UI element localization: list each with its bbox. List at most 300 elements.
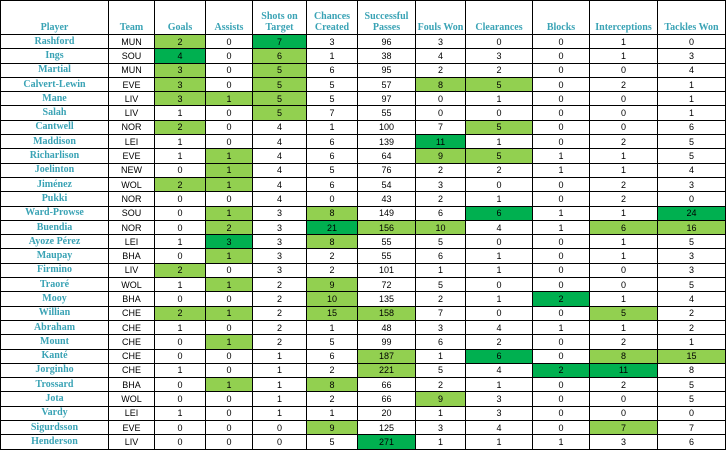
tackles-won-cell[interactable]: 1 xyxy=(658,77,726,91)
fouls-won-cell[interactable]: 4 xyxy=(416,49,466,63)
assists-cell[interactable]: 1 xyxy=(206,278,253,292)
interceptions-cell[interactable]: 2 xyxy=(590,192,658,206)
shots-on-target-cell[interactable]: 4 xyxy=(253,149,307,163)
blocks-cell[interactable]: 0 xyxy=(533,378,590,392)
interceptions-cell[interactable]: 0 xyxy=(590,92,658,106)
successful-passes-cell[interactable]: 97 xyxy=(358,92,416,106)
clearances-cell[interactable]: 5 xyxy=(466,77,533,91)
team-cell[interactable]: CHE xyxy=(109,363,155,377)
blocks-cell[interactable]: 0 xyxy=(533,421,590,435)
blocks-cell[interactable]: 1 xyxy=(533,206,590,220)
assists-cell[interactable]: 0 xyxy=(206,49,253,63)
tackles-won-cell[interactable]: 3 xyxy=(658,249,726,263)
clearances-cell[interactable]: 2 xyxy=(466,63,533,77)
team-cell[interactable]: CHE xyxy=(109,320,155,334)
chances-created-cell[interactable]: 10 xyxy=(307,292,358,306)
team-cell[interactable]: NEW xyxy=(109,163,155,177)
clearances-cell[interactable]: 4 xyxy=(466,320,533,334)
fouls-won-cell[interactable]: 5 xyxy=(416,278,466,292)
fouls-won-cell[interactable]: 8 xyxy=(416,77,466,91)
interceptions-cell[interactable]: 0 xyxy=(590,120,658,134)
team-cell[interactable]: SOU xyxy=(109,206,155,220)
assists-cell[interactable]: 0 xyxy=(206,120,253,134)
blocks-cell[interactable]: 1 xyxy=(533,220,590,234)
successful-passes-cell[interactable]: 20 xyxy=(358,406,416,420)
interceptions-cell[interactable]: 6 xyxy=(590,220,658,234)
assists-cell[interactable]: 2 xyxy=(206,220,253,234)
successful-passes-cell[interactable]: 221 xyxy=(358,363,416,377)
assists-cell[interactable]: 0 xyxy=(206,63,253,77)
clearances-cell[interactable]: 0 xyxy=(466,177,533,191)
blocks-cell[interactable]: 0 xyxy=(533,406,590,420)
clearances-cell[interactable]: 5 xyxy=(466,120,533,134)
assists-cell[interactable]: 0 xyxy=(206,406,253,420)
assists-cell[interactable]: 0 xyxy=(206,363,253,377)
player-name-cell[interactable]: Jota xyxy=(1,392,109,406)
shots-on-target-cell[interactable]: 7 xyxy=(253,35,307,49)
fouls-won-cell[interactable]: 3 xyxy=(416,177,466,191)
successful-passes-cell[interactable]: 43 xyxy=(358,192,416,206)
chances-created-cell[interactable]: 6 xyxy=(307,135,358,149)
interceptions-cell[interactable]: 2 xyxy=(590,135,658,149)
clearances-cell[interactable]: 5 xyxy=(466,149,533,163)
team-cell[interactable]: LEI xyxy=(109,235,155,249)
assists-cell[interactable]: 1 xyxy=(206,249,253,263)
clearances-cell[interactable]: 4 xyxy=(466,363,533,377)
player-name-cell[interactable]: Abraham xyxy=(1,320,109,334)
chances-created-cell[interactable]: 21 xyxy=(307,220,358,234)
chances-created-cell[interactable]: 7 xyxy=(307,106,358,120)
assists-cell[interactable]: 3 xyxy=(206,235,253,249)
blocks-cell[interactable]: 0 xyxy=(533,135,590,149)
goals-cell[interactable]: 0 xyxy=(155,220,206,234)
player-name-cell[interactable]: Martial xyxy=(1,63,109,77)
team-cell[interactable]: SOU xyxy=(109,49,155,63)
tackles-won-cell[interactable]: 0 xyxy=(658,35,726,49)
team-cell[interactable]: EVE xyxy=(109,421,155,435)
player-name-cell[interactable]: Calvert-Lewin xyxy=(1,77,109,91)
header-fouls-won[interactable]: Fouls Won xyxy=(416,1,466,35)
blocks-cell[interactable]: 2 xyxy=(533,363,590,377)
successful-passes-cell[interactable]: 96 xyxy=(358,35,416,49)
interceptions-cell[interactable]: 7 xyxy=(590,421,658,435)
assists-cell[interactable]: 0 xyxy=(206,106,253,120)
chances-created-cell[interactable]: 6 xyxy=(307,149,358,163)
interceptions-cell[interactable]: 1 xyxy=(590,320,658,334)
blocks-cell[interactable]: 0 xyxy=(533,35,590,49)
shots-on-target-cell[interactable]: 4 xyxy=(253,135,307,149)
goals-cell[interactable]: 2 xyxy=(155,120,206,134)
successful-passes-cell[interactable]: 101 xyxy=(358,263,416,277)
interceptions-cell[interactable]: 1 xyxy=(590,49,658,63)
blocks-cell[interactable]: 0 xyxy=(533,335,590,349)
shots-on-target-cell[interactable]: 3 xyxy=(253,206,307,220)
successful-passes-cell[interactable]: 66 xyxy=(358,378,416,392)
chances-created-cell[interactable]: 2 xyxy=(307,363,358,377)
chances-created-cell[interactable]: 9 xyxy=(307,421,358,435)
clearances-cell[interactable]: 1 xyxy=(466,249,533,263)
team-cell[interactable]: LIV xyxy=(109,92,155,106)
player-name-cell[interactable]: Cantwell xyxy=(1,120,109,134)
shots-on-target-cell[interactable]: 5 xyxy=(253,92,307,106)
fouls-won-cell[interactable]: 2 xyxy=(416,292,466,306)
clearances-cell[interactable]: 0 xyxy=(466,306,533,320)
fouls-won-cell[interactable]: 6 xyxy=(416,206,466,220)
blocks-cell[interactable]: 0 xyxy=(533,278,590,292)
tackles-won-cell[interactable]: 2 xyxy=(658,306,726,320)
fouls-won-cell[interactable]: 2 xyxy=(416,63,466,77)
interceptions-cell[interactable]: 5 xyxy=(590,306,658,320)
header-goals[interactable]: Goals xyxy=(155,1,206,35)
fouls-won-cell[interactable]: 1 xyxy=(416,406,466,420)
player-name-cell[interactable]: Ayoze Pérez xyxy=(1,235,109,249)
chances-created-cell[interactable]: 3 xyxy=(307,35,358,49)
blocks-cell[interactable]: 0 xyxy=(533,92,590,106)
interceptions-cell[interactable]: 1 xyxy=(590,149,658,163)
tackles-won-cell[interactable]: 8 xyxy=(658,363,726,377)
goals-cell[interactable]: 0 xyxy=(155,206,206,220)
clearances-cell[interactable]: 0 xyxy=(466,35,533,49)
chances-created-cell[interactable]: 1 xyxy=(307,120,358,134)
shots-on-target-cell[interactable]: 2 xyxy=(253,278,307,292)
interceptions-cell[interactable]: 0 xyxy=(590,106,658,120)
successful-passes-cell[interactable]: 187 xyxy=(358,349,416,363)
goals-cell[interactable]: 0 xyxy=(155,292,206,306)
blocks-cell[interactable]: 0 xyxy=(533,177,590,191)
assists-cell[interactable]: 1 xyxy=(206,177,253,191)
clearances-cell[interactable]: 4 xyxy=(466,421,533,435)
player-name-cell[interactable]: Trossard xyxy=(1,378,109,392)
interceptions-cell[interactable]: 8 xyxy=(590,349,658,363)
goals-cell[interactable]: 0 xyxy=(155,163,206,177)
successful-passes-cell[interactable]: 139 xyxy=(358,135,416,149)
interceptions-cell[interactable]: 2 xyxy=(590,378,658,392)
tackles-won-cell[interactable]: 15 xyxy=(658,349,726,363)
player-name-cell[interactable]: Willian xyxy=(1,306,109,320)
tackles-won-cell[interactable]: 0 xyxy=(658,192,726,206)
shots-on-target-cell[interactable]: 5 xyxy=(253,106,307,120)
team-cell[interactable]: NOR xyxy=(109,220,155,234)
fouls-won-cell[interactable]: 0 xyxy=(416,106,466,120)
goals-cell[interactable]: 2 xyxy=(155,35,206,49)
header-shots-on-target[interactable]: Shots on Target xyxy=(253,1,307,35)
interceptions-cell[interactable]: 2 xyxy=(590,177,658,191)
tackles-won-cell[interactable]: 5 xyxy=(658,135,726,149)
shots-on-target-cell[interactable]: 2 xyxy=(253,292,307,306)
successful-passes-cell[interactable]: 149 xyxy=(358,206,416,220)
chances-created-cell[interactable]: 5 xyxy=(307,77,358,91)
tackles-won-cell[interactable]: 3 xyxy=(658,177,726,191)
player-name-cell[interactable]: Jiménez xyxy=(1,177,109,191)
successful-passes-cell[interactable]: 158 xyxy=(358,306,416,320)
fouls-won-cell[interactable]: 2 xyxy=(416,378,466,392)
clearances-cell[interactable]: 6 xyxy=(466,349,533,363)
fouls-won-cell[interactable]: 3 xyxy=(416,320,466,334)
chances-created-cell[interactable]: 1 xyxy=(307,406,358,420)
fouls-won-cell[interactable]: 11 xyxy=(416,135,466,149)
header-assists[interactable]: Assists xyxy=(206,1,253,35)
team-cell[interactable]: MUN xyxy=(109,35,155,49)
goals-cell[interactable]: 3 xyxy=(155,77,206,91)
goals-cell[interactable]: 4 xyxy=(155,49,206,63)
team-cell[interactable]: WOL xyxy=(109,392,155,406)
goals-cell[interactable]: 0 xyxy=(155,378,206,392)
team-cell[interactable]: WOL xyxy=(109,177,155,191)
blocks-cell[interactable]: 0 xyxy=(533,235,590,249)
interceptions-cell[interactable]: 0 xyxy=(590,406,658,420)
tackles-won-cell[interactable]: 3 xyxy=(658,49,726,63)
interceptions-cell[interactable]: 1 xyxy=(590,292,658,306)
successful-passes-cell[interactable]: 55 xyxy=(358,235,416,249)
blocks-cell[interactable]: 1 xyxy=(533,320,590,334)
header-tackles-won[interactable]: Tackles Won xyxy=(658,1,726,35)
player-name-cell[interactable]: Kanté xyxy=(1,349,109,363)
goals-cell[interactable]: 1 xyxy=(155,406,206,420)
header-chances-created[interactable]: Chances Created xyxy=(307,1,358,35)
goals-cell[interactable]: 1 xyxy=(155,106,206,120)
chances-created-cell[interactable]: 5 xyxy=(307,92,358,106)
clearances-cell[interactable]: 4 xyxy=(466,220,533,234)
assists-cell[interactable]: 1 xyxy=(206,149,253,163)
shots-on-target-cell[interactable]: 1 xyxy=(253,349,307,363)
shots-on-target-cell[interactable]: 3 xyxy=(253,263,307,277)
fouls-won-cell[interactable]: 10 xyxy=(416,220,466,234)
player-name-cell[interactable]: Maupay xyxy=(1,249,109,263)
clearances-cell[interactable]: 3 xyxy=(466,49,533,63)
fouls-won-cell[interactable]: 5 xyxy=(416,235,466,249)
fouls-won-cell[interactable]: 1 xyxy=(416,435,466,449)
player-name-cell[interactable]: Rashford xyxy=(1,35,109,49)
tackles-won-cell[interactable]: 24 xyxy=(658,206,726,220)
tackles-won-cell[interactable]: 0 xyxy=(658,406,726,420)
assists-cell[interactable]: 0 xyxy=(206,349,253,363)
clearances-cell[interactable]: 2 xyxy=(466,163,533,177)
team-cell[interactable]: EVE xyxy=(109,77,155,91)
chances-created-cell[interactable]: 2 xyxy=(307,263,358,277)
shots-on-target-cell[interactable]: 0 xyxy=(253,421,307,435)
player-name-cell[interactable]: Mount xyxy=(1,335,109,349)
assists-cell[interactable]: 0 xyxy=(206,135,253,149)
blocks-cell[interactable]: 0 xyxy=(533,120,590,134)
shots-on-target-cell[interactable]: 4 xyxy=(253,120,307,134)
goals-cell[interactable]: 1 xyxy=(155,363,206,377)
header-interceptions[interactable]: Interceptions xyxy=(590,1,658,35)
clearances-cell[interactable]: 3 xyxy=(466,392,533,406)
player-name-cell[interactable]: Sigurdsson xyxy=(1,421,109,435)
clearances-cell[interactable]: 0 xyxy=(466,235,533,249)
interceptions-cell[interactable]: 0 xyxy=(590,263,658,277)
fouls-won-cell[interactable]: 0 xyxy=(416,92,466,106)
interceptions-cell[interactable]: 2 xyxy=(590,335,658,349)
team-cell[interactable]: BHA xyxy=(109,378,155,392)
header-successful-passes[interactable]: Successful Passes xyxy=(358,1,416,35)
shots-on-target-cell[interactable]: 2 xyxy=(253,335,307,349)
chances-created-cell[interactable]: 0 xyxy=(307,192,358,206)
tackles-won-cell[interactable]: 1 xyxy=(658,335,726,349)
player-name-cell[interactable]: Maddison xyxy=(1,135,109,149)
tackles-won-cell[interactable]: 5 xyxy=(658,378,726,392)
shots-on-target-cell[interactable]: 4 xyxy=(253,163,307,177)
interceptions-cell[interactable]: 1 xyxy=(590,206,658,220)
team-cell[interactable]: CHE xyxy=(109,349,155,363)
tackles-won-cell[interactable]: 16 xyxy=(658,220,726,234)
fouls-won-cell[interactable]: 5 xyxy=(416,363,466,377)
successful-passes-cell[interactable]: 271 xyxy=(358,435,416,449)
player-name-cell[interactable]: Henderson xyxy=(1,435,109,449)
blocks-cell[interactable]: 0 xyxy=(533,106,590,120)
player-name-cell[interactable]: Traoré xyxy=(1,278,109,292)
interceptions-cell[interactable]: 1 xyxy=(590,35,658,49)
tackles-won-cell[interactable]: 4 xyxy=(658,63,726,77)
assists-cell[interactable]: 0 xyxy=(206,263,253,277)
assists-cell[interactable]: 1 xyxy=(206,92,253,106)
team-cell[interactable]: NOR xyxy=(109,192,155,206)
shots-on-target-cell[interactable]: 1 xyxy=(253,392,307,406)
chances-created-cell[interactable]: 6 xyxy=(307,177,358,191)
successful-passes-cell[interactable]: 48 xyxy=(358,320,416,334)
blocks-cell[interactable]: 0 xyxy=(533,306,590,320)
team-cell[interactable]: LIV xyxy=(109,106,155,120)
header-player[interactable]: Player xyxy=(1,1,109,35)
assists-cell[interactable]: 0 xyxy=(206,192,253,206)
assists-cell[interactable]: 1 xyxy=(206,335,253,349)
shots-on-target-cell[interactable]: 6 xyxy=(253,49,307,63)
successful-passes-cell[interactable]: 135 xyxy=(358,292,416,306)
goals-cell[interactable]: 1 xyxy=(155,320,206,334)
shots-on-target-cell[interactable]: 4 xyxy=(253,177,307,191)
chances-created-cell[interactable]: 6 xyxy=(307,349,358,363)
interceptions-cell[interactable]: 1 xyxy=(590,249,658,263)
interceptions-cell[interactable]: 3 xyxy=(590,435,658,449)
blocks-cell[interactable]: 1 xyxy=(533,149,590,163)
interceptions-cell[interactable]: 0 xyxy=(590,392,658,406)
goals-cell[interactable]: 1 xyxy=(155,278,206,292)
chances-created-cell[interactable]: 5 xyxy=(307,163,358,177)
chances-created-cell[interactable]: 1 xyxy=(307,320,358,334)
team-cell[interactable]: LIV xyxy=(109,435,155,449)
goals-cell[interactable]: 1 xyxy=(155,149,206,163)
tackles-won-cell[interactable]: 6 xyxy=(658,435,726,449)
successful-passes-cell[interactable]: 76 xyxy=(358,163,416,177)
interceptions-cell[interactable]: 11 xyxy=(590,363,658,377)
player-name-cell[interactable]: Joelinton xyxy=(1,163,109,177)
blocks-cell[interactable]: 1 xyxy=(533,163,590,177)
blocks-cell[interactable]: 1 xyxy=(533,435,590,449)
team-cell[interactable]: MUN xyxy=(109,63,155,77)
assists-cell[interactable]: 0 xyxy=(206,320,253,334)
blocks-cell[interactable]: 0 xyxy=(533,192,590,206)
successful-passes-cell[interactable]: 38 xyxy=(358,49,416,63)
team-cell[interactable]: CHE xyxy=(109,306,155,320)
successful-passes-cell[interactable]: 66 xyxy=(358,392,416,406)
blocks-cell[interactable]: 0 xyxy=(533,49,590,63)
shots-on-target-cell[interactable]: 1 xyxy=(253,363,307,377)
assists-cell[interactable]: 0 xyxy=(206,292,253,306)
fouls-won-cell[interactable]: 3 xyxy=(416,421,466,435)
chances-created-cell[interactable]: 8 xyxy=(307,378,358,392)
player-name-cell[interactable]: Buendia xyxy=(1,220,109,234)
successful-passes-cell[interactable]: 55 xyxy=(358,249,416,263)
clearances-cell[interactable]: 3 xyxy=(466,406,533,420)
team-cell[interactable]: LEI xyxy=(109,406,155,420)
clearances-cell[interactable]: 0 xyxy=(466,106,533,120)
header-blocks[interactable]: Blocks xyxy=(533,1,590,35)
successful-passes-cell[interactable]: 57 xyxy=(358,77,416,91)
blocks-cell[interactable]: 0 xyxy=(533,392,590,406)
clearances-cell[interactable]: 1 xyxy=(466,435,533,449)
chances-created-cell[interactable]: 2 xyxy=(307,249,358,263)
blocks-cell[interactable]: 0 xyxy=(533,63,590,77)
blocks-cell[interactable]: 0 xyxy=(533,77,590,91)
assists-cell[interactable]: 0 xyxy=(206,421,253,435)
tackles-won-cell[interactable]: 5 xyxy=(658,235,726,249)
shots-on-target-cell[interactable]: 0 xyxy=(253,435,307,449)
interceptions-cell[interactable]: 0 xyxy=(590,63,658,77)
tackles-won-cell[interactable]: 7 xyxy=(658,421,726,435)
clearances-cell[interactable]: 1 xyxy=(466,378,533,392)
tackles-won-cell[interactable]: 5 xyxy=(658,278,726,292)
player-name-cell[interactable]: Mooy xyxy=(1,292,109,306)
player-name-cell[interactable]: Firmino xyxy=(1,263,109,277)
shots-on-target-cell[interactable]: 3 xyxy=(253,249,307,263)
assists-cell[interactable]: 0 xyxy=(206,35,253,49)
successful-passes-cell[interactable]: 64 xyxy=(358,149,416,163)
team-cell[interactable]: WOL xyxy=(109,278,155,292)
interceptions-cell[interactable]: 1 xyxy=(590,163,658,177)
fouls-won-cell[interactable]: 1 xyxy=(416,263,466,277)
tackles-won-cell[interactable]: 4 xyxy=(658,292,726,306)
goals-cell[interactable]: 2 xyxy=(155,263,206,277)
player-name-cell[interactable]: Pukki xyxy=(1,192,109,206)
team-cell[interactable]: LEI xyxy=(109,135,155,149)
clearances-cell[interactable]: 2 xyxy=(466,335,533,349)
fouls-won-cell[interactable]: 3 xyxy=(416,35,466,49)
assists-cell[interactable]: 0 xyxy=(206,435,253,449)
fouls-won-cell[interactable]: 7 xyxy=(416,120,466,134)
clearances-cell[interactable]: 1 xyxy=(466,292,533,306)
clearances-cell[interactable]: 1 xyxy=(466,92,533,106)
fouls-won-cell[interactable]: 9 xyxy=(416,392,466,406)
goals-cell[interactable]: 2 xyxy=(155,306,206,320)
successful-passes-cell[interactable]: 72 xyxy=(358,278,416,292)
goals-cell[interactable]: 3 xyxy=(155,63,206,77)
tackles-won-cell[interactable]: 6 xyxy=(658,120,726,134)
chances-created-cell[interactable]: 6 xyxy=(307,63,358,77)
successful-passes-cell[interactable]: 100 xyxy=(358,120,416,134)
interceptions-cell[interactable]: 1 xyxy=(590,235,658,249)
assists-cell[interactable]: 1 xyxy=(206,206,253,220)
chances-created-cell[interactable]: 2 xyxy=(307,392,358,406)
team-cell[interactable]: BHA xyxy=(109,292,155,306)
shots-on-target-cell[interactable]: 1 xyxy=(253,406,307,420)
goals-cell[interactable]: 2 xyxy=(155,177,206,191)
fouls-won-cell[interactable]: 6 xyxy=(416,335,466,349)
player-name-cell[interactable]: Jorginho xyxy=(1,363,109,377)
header-team[interactable]: Team xyxy=(109,1,155,35)
blocks-cell[interactable]: 0 xyxy=(533,249,590,263)
shots-on-target-cell[interactable]: 4 xyxy=(253,192,307,206)
player-name-cell[interactable]: Richarlison xyxy=(1,149,109,163)
shots-on-target-cell[interactable]: 1 xyxy=(253,378,307,392)
team-cell[interactable]: EVE xyxy=(109,149,155,163)
goals-cell[interactable]: 3 xyxy=(155,92,206,106)
clearances-cell[interactable]: 1 xyxy=(466,192,533,206)
chances-created-cell[interactable]: 8 xyxy=(307,206,358,220)
goals-cell[interactable]: 0 xyxy=(155,335,206,349)
tackles-won-cell[interactable]: 2 xyxy=(658,320,726,334)
shots-on-target-cell[interactable]: 5 xyxy=(253,77,307,91)
chances-created-cell[interactable]: 5 xyxy=(307,335,358,349)
